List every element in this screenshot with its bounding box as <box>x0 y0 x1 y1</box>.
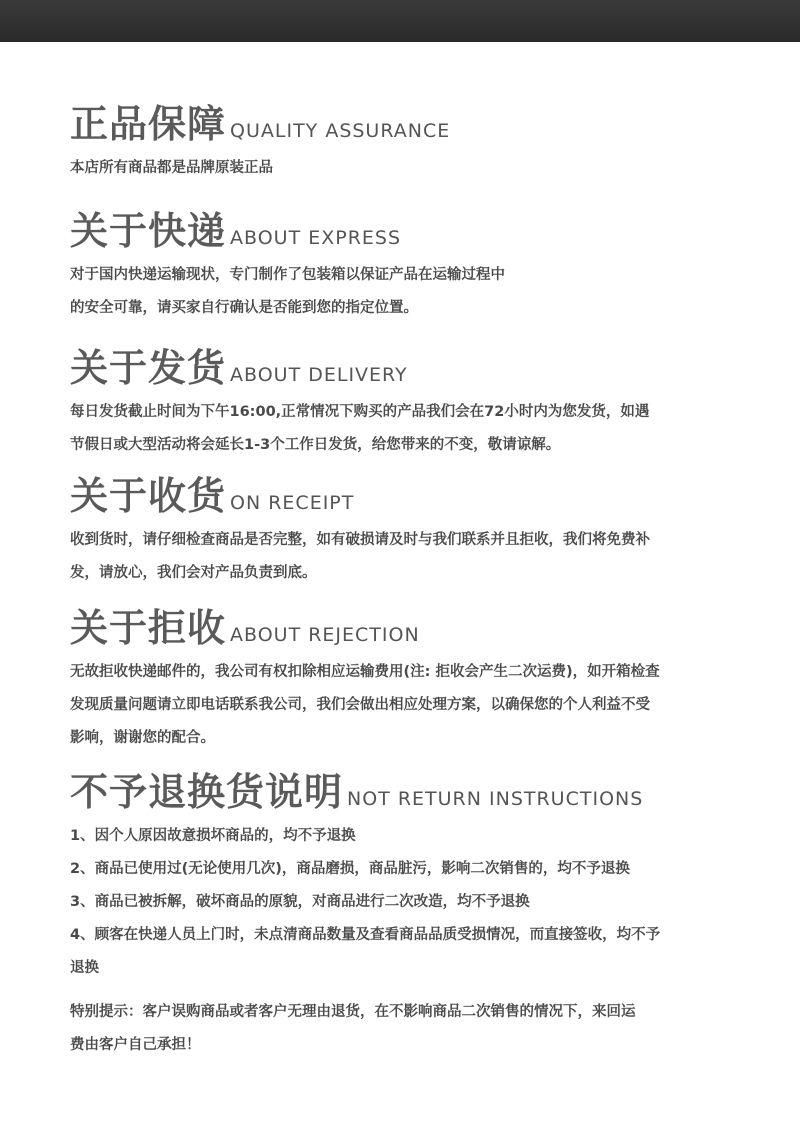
section-body <box>70 524 750 590</box>
section-heading <box>70 772 750 812</box>
body-line: 发，请放心，我们会对产品负责到底。 <box>70 565 317 581</box>
section-quality-assurance <box>70 104 750 185</box>
list-item: 退换 <box>70 960 99 976</box>
body-line: 的安全可靠，请买家自行确认是否能到您的指定位置。 <box>70 300 418 316</box>
heading-zh: 正品保障 <box>70 102 227 146</box>
section-body <box>70 259 750 325</box>
heading-en: NOT RETURN INSTRUCTIONS <box>347 788 644 810</box>
body-line: 每日发货截止时间为下午16:00,正常情况下购买的产品我们会在72小时内为您发货，如遇 <box>70 404 650 420</box>
section-heading <box>70 211 750 251</box>
body-line: 收到货时，请仔细检查商品是否完整，如有破损请及时与我们联系并且拒收，我们将免费补 <box>70 532 650 548</box>
section-about-delivery <box>70 348 750 462</box>
section-body <box>70 396 750 462</box>
list-item: 2、商品已使用过(无论使用几次)，商品磨损，商品脏污，影响二次销售的，均不予退换 <box>70 861 630 877</box>
body-line: 对于国内快递运输现状，专门制作了包装箱以保证产品在运输过程中 <box>70 267 505 283</box>
heading-zh: 关于快递 <box>70 209 227 253</box>
special-notice <box>70 996 750 1062</box>
heading-zh: 关于收货 <box>70 474 227 518</box>
list-item: 3、商品已被拆解，破坏商品的原貌，对商品进行二次改造，均不予退换 <box>70 894 530 910</box>
list-item: 1、因个人原因故意损坏商品的，均不予退换 <box>70 828 356 844</box>
body-line: 发现质量问题请立即电话联系我公司，我们会做出相应处理方案，以确保您的个人利益不受 <box>70 697 650 713</box>
heading-en: ABOUT REJECTION <box>230 624 420 646</box>
top-bar <box>0 0 800 42</box>
section-not-return-instructions <box>70 772 750 985</box>
heading-zh: 关于发货 <box>70 346 227 390</box>
heading-en: ABOUT EXPRESS <box>230 227 402 249</box>
body-line: 影响，谢谢您的配合。 <box>70 730 215 746</box>
heading-zh: 不予退换货说明 <box>70 770 344 814</box>
section-heading <box>70 348 750 388</box>
heading-en: ABOUT DELIVERY <box>230 364 408 386</box>
section-body <box>70 656 750 755</box>
section-about-express <box>70 211 750 325</box>
section-on-receipt <box>70 476 750 590</box>
body-line: 无故拒收快递邮件的，我公司有权扣除相应运输费用(注: 拒收会产生二次运费)，如开箱检查 <box>70 664 660 680</box>
notice-line: 费由客户自己承担！ <box>70 1037 201 1053</box>
section-heading <box>70 104 750 144</box>
heading-en: QUALITY ASSURANCE <box>230 120 451 142</box>
section-heading <box>70 608 750 648</box>
section-body <box>70 820 750 985</box>
heading-en: ON RECEIPT <box>230 492 355 514</box>
section-heading <box>70 476 750 516</box>
body-line: 节假日或大型活动将会延长1-3个工作日发货，给您带来的不变，敬请谅解。 <box>70 437 561 453</box>
heading-zh: 关于拒收 <box>70 606 227 650</box>
section-about-rejection <box>70 608 750 755</box>
notice-body <box>70 996 750 1062</box>
section-body <box>70 152 750 185</box>
list-item: 4、顾客在快递人员上门时，未点清商品数量及查看商品品质受损情况，而直接签收，均不予 <box>70 927 661 943</box>
notice-line: 特别提示：客户误购商品或者客户无理由退货，在不影响商品二次销售的情况下，来回运 <box>70 1004 636 1020</box>
body-line: 本店所有商品都是品牌原装正品 <box>70 160 273 176</box>
